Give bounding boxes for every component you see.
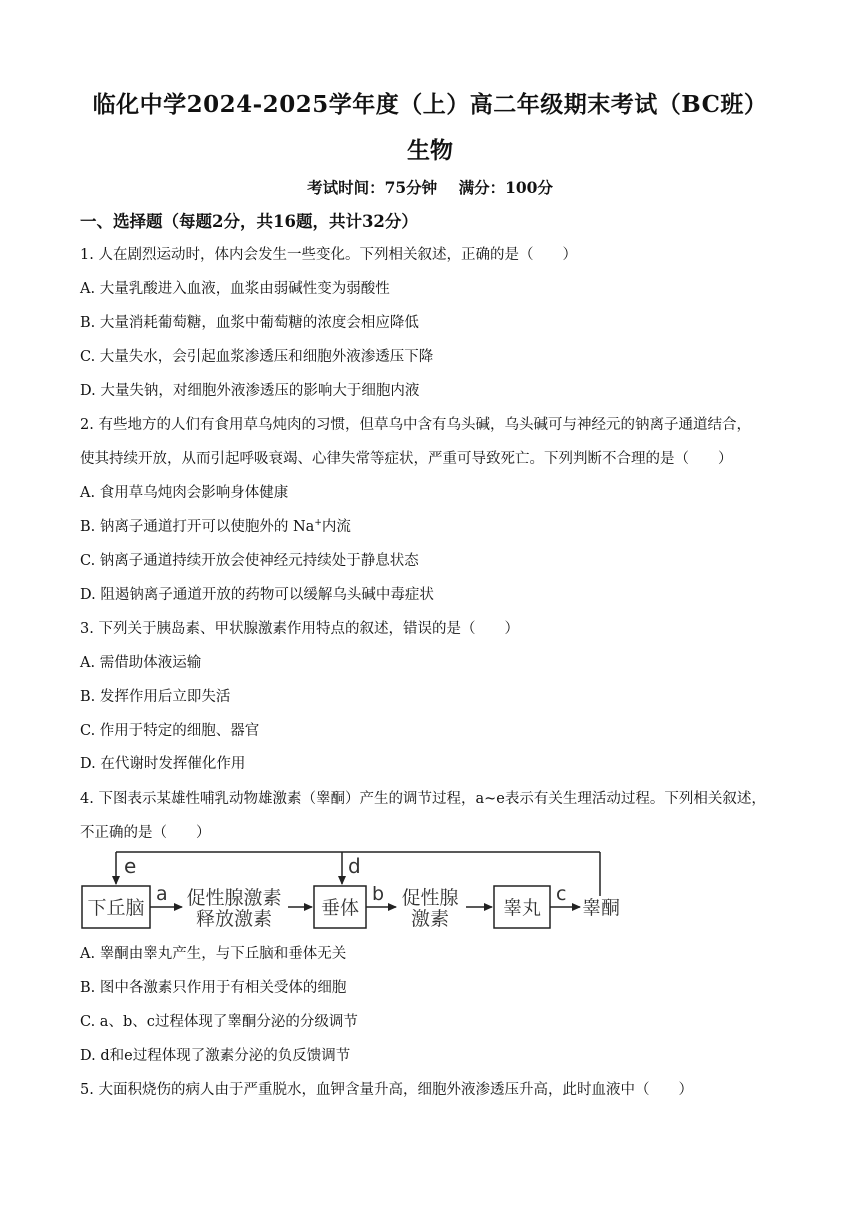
section-heading: 一、选择题（每题2分，共16题，共计32分）: [80, 212, 418, 231]
gth-label-line2: 激素: [410, 908, 450, 930]
q3-stem: 3. 下列关于胰岛素、甲状腺激素作用特点的叙述，错误的是（ ）: [80, 621, 519, 637]
q2-option-b-sup: +: [314, 518, 322, 529]
label-e: e: [124, 854, 137, 878]
q2-option-a: A. 食用草乌炖肉会影响身体健康: [80, 485, 289, 501]
q3-option-a: A. 需借助体液运输: [80, 655, 202, 671]
q1-option-a: A. 大量乳酸进入血液，血浆由弱碱性变为弱酸性: [80, 281, 390, 297]
q2-option-b-post: 内流: [321, 519, 351, 535]
label-b: b: [372, 883, 385, 905]
q4-option-a: A. 睾酮由睾丸产生，与下丘脑和垂体无关: [80, 946, 347, 962]
label-c: c: [556, 883, 567, 905]
testis-label: 睾丸: [502, 897, 542, 919]
q4-option-b: B. 图中各激素只作用于有相关受体的细胞: [80, 980, 347, 996]
grh-label-line1: 促性腺激素: [186, 887, 282, 909]
gth-label-line1: 促性腺: [401, 887, 459, 909]
exam-score: 满分：100分: [458, 178, 553, 197]
testosterone-label: 睾酮: [582, 897, 621, 919]
q4-option-c: C. a、b、c过程体现了睾酮分泌的分级调节: [80, 1014, 358, 1030]
label-d: d: [348, 854, 361, 878]
q1-option-d: D. 大量失钠，对细胞外液渗透压的影响大于细胞内液: [80, 383, 420, 399]
q1-option-c: C. 大量失水，会引起血浆渗透压和细胞外液渗透压下降: [80, 349, 434, 365]
q4-stem-line2: 不正确的是（ ）: [80, 825, 211, 841]
exam-time: 考试时间：75分钟: [307, 178, 438, 197]
hormone-regulation-diagram: [80, 848, 640, 940]
pituitary-label: 垂体: [320, 897, 360, 919]
grh-label-line2: 释放激素: [195, 908, 273, 930]
exam-title: 临化中学2024-2025学年度（上）高二年级期末考试（BC班）: [92, 91, 768, 118]
exam-meta: [0, 176, 860, 198]
q2-stem-line1: 2. 有些地方的人们有食用草乌炖肉的习惯，但草乌中含有乌头碱，乌头碱可与神经元的钠离子通道结合，: [80, 417, 751, 433]
q1-stem: 1. 人在剧烈运动时，体内会发生一些变化。下列相关叙述，正确的是（ ）: [80, 247, 577, 263]
hypothalamus-label: 下丘脑: [87, 897, 145, 919]
q2-option-b-pre: B. 钠离子通道打开可以使胞外的 Na: [80, 519, 315, 535]
q5-stem: 5. 大面积烧伤的病人由于严重脱水，血钾含量升高，细胞外液渗透压升高，此时血液中（ ）: [80, 1082, 693, 1098]
q1-option-b: B. 大量消耗葡萄糖，血浆中葡萄糖的浓度会相应降低: [80, 315, 419, 331]
q4-option-d: D. d和e过程体现了激素分泌的负反馈调节: [80, 1048, 351, 1064]
q2-stem-line2: 使其持续开放，从而引起呼吸衰竭、心律失常等症状，严重可导致死亡。下列判断不合理的是（ ）: [80, 451, 733, 467]
q3-option-b: B. 发挥作用后立即失活: [80, 689, 231, 705]
q3-option-c: C. 作用于特定的细胞、器官: [80, 723, 260, 739]
q3-option-d: D. 在代谢时发挥催化作用: [80, 756, 246, 772]
q2-option-d: D. 阻遏钠离子通道开放的药物可以缓解乌头碱中毒症状: [80, 587, 434, 603]
q2-option-b: [80, 515, 351, 536]
q4-stem-line1: 4. 下图表示某雄性哺乳动物雄激素（睾酮）产生的调节过程，a~e表示有关生理活动过程。下列相关叙述，: [80, 791, 766, 807]
subject-title: 生物: [407, 137, 453, 164]
q2-option-c: C. 钠离子通道持续开放会使神经元持续处于静息状态: [80, 553, 419, 569]
label-a: a: [156, 883, 168, 905]
